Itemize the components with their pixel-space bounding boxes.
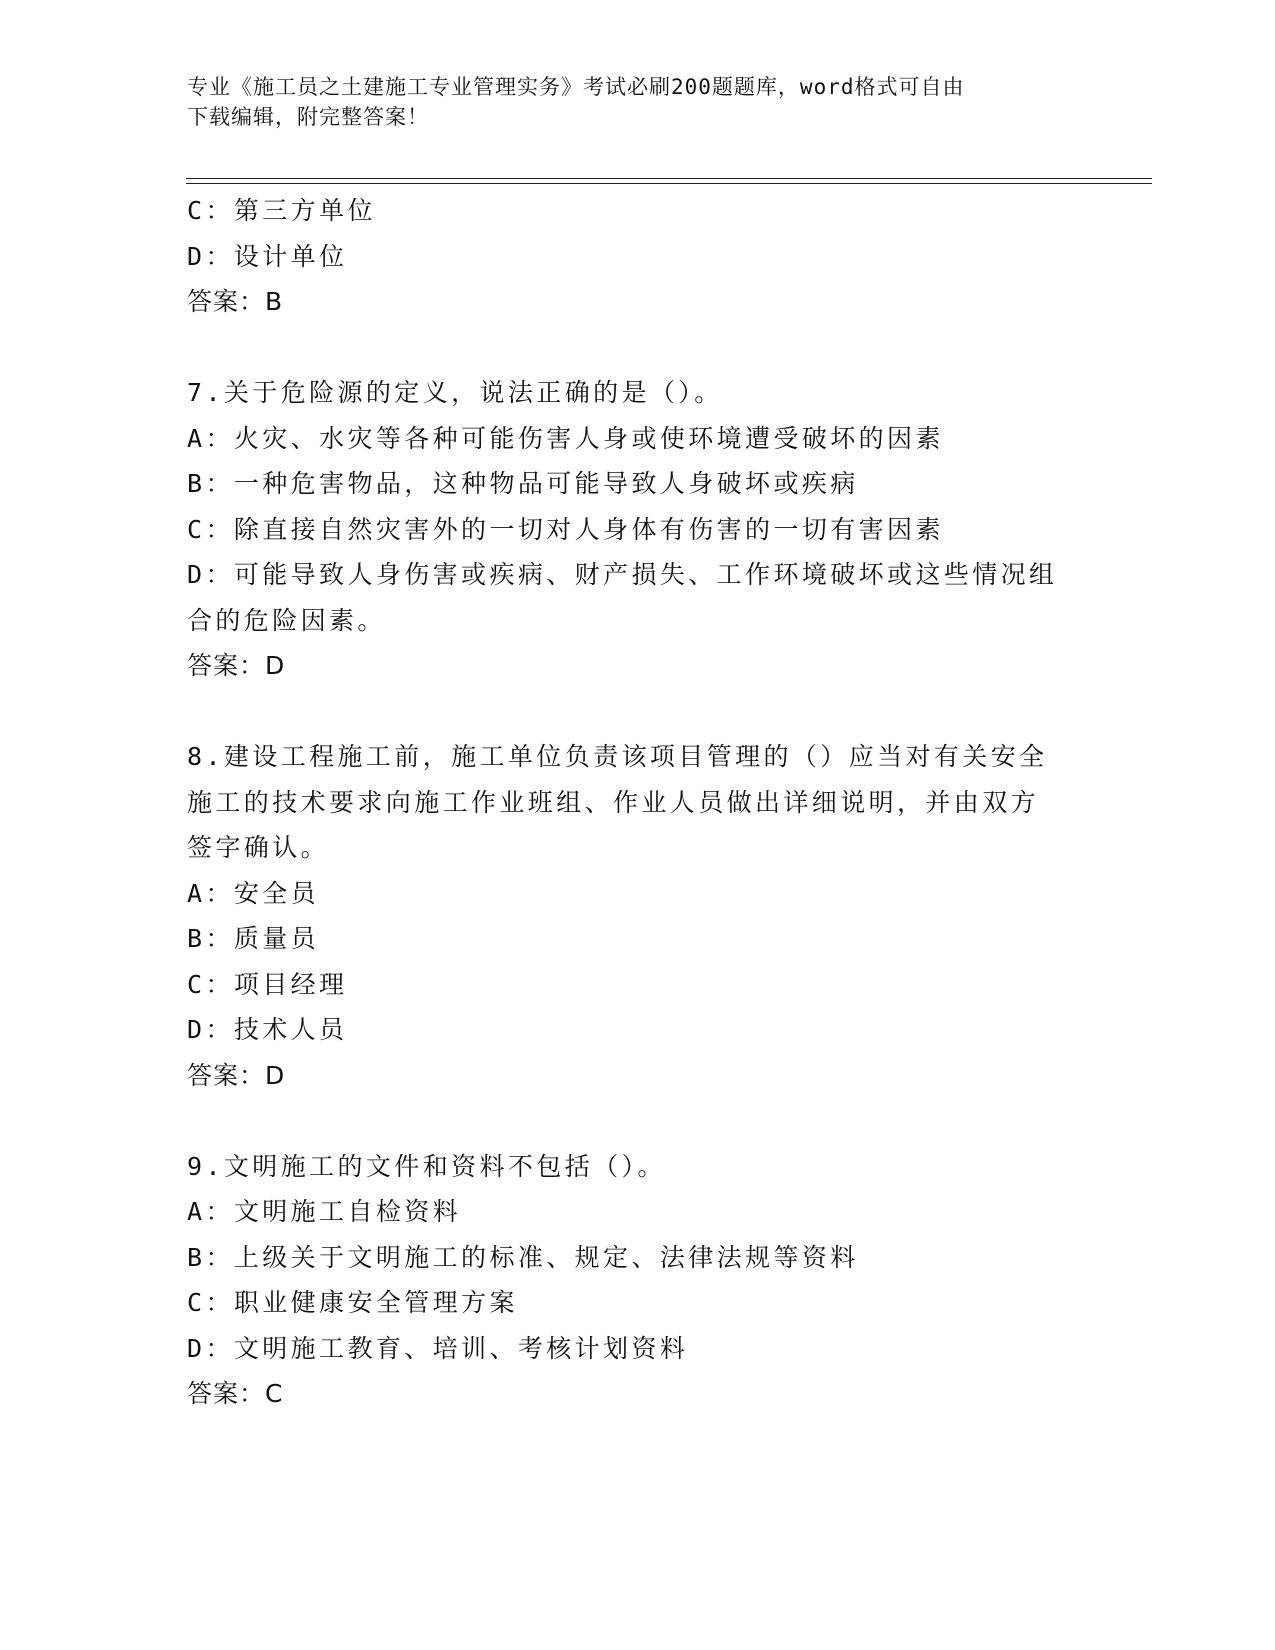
option-c: C：职业健康安全管理方案 [187,1288,518,1317]
option-b: B：一种危害物品，这种物品可能导致人身破坏或疾病 [187,469,859,498]
question-stem: 7.关于危险源的定义，说法正确的是（）。 [187,378,723,407]
option-d-continued: 合的危险因素。 [187,605,386,635]
question-7 [187,370,1087,689]
option-c: C：项目经理 [187,969,348,999]
option-d: D：设计单位 [187,241,348,271]
question-content [187,188,1087,1417]
option-d: D：可能导致人身伤害或疾病、财产损失、工作环境破坏或这些情况组 [187,560,1058,589]
option-b: B：质量员 [187,924,320,953]
option-c: C：第三方单位 [187,196,376,225]
option-b: B：上级关于文明施工的标准、规定、法律法规等资料 [187,1242,859,1272]
question-6-tail [187,188,1087,325]
spacer [187,1098,1087,1144]
question-stem: 8.建设工程施工前，施工单位负责该项目管理的（）应当对有关安全 [187,742,1048,771]
option-d: D：文明施工教育、培训、考核计划资料 [187,1333,689,1363]
option-a: A：安全员 [187,878,320,908]
question-stem-continued: 施工的技术要求向施工作业班组、作业人员做出详细说明，并由双方 [187,787,1040,817]
question-8 [187,734,1087,1098]
header-divider-top [186,178,1152,179]
spacer [187,689,1087,735]
header-title-line-1: 专业《施工员之土建施工专业管理实务》考试必刷200题题库，word格式可自由 [187,75,965,99]
page-header [187,72,1067,132]
option-a: A：文明施工自检资料 [187,1197,462,1226]
header-title-line-2: 下载编辑，附完整答案！ [187,105,429,129]
question-stem: 9.文明施工的文件和资料不包括（）。 [187,1151,666,1181]
answer: 答案：D [187,1060,286,1090]
option-d: D：技术人员 [187,1015,348,1044]
spacer [187,325,1087,371]
option-a: A：火灾、水灾等各种可能伤害人身或使环境遭受破坏的因素 [187,423,944,453]
answer: 答案：C [187,1379,284,1408]
answer: 答案：D [187,651,286,680]
answer: 答案：B [187,287,284,316]
option-c: C：除直接自然灾害外的一切对人身体有伤害的一切有害因素 [187,514,944,544]
question-stem-continued: 签字确认。 [187,833,330,862]
header-divider-bottom [186,183,1152,184]
question-9 [187,1144,1087,1417]
